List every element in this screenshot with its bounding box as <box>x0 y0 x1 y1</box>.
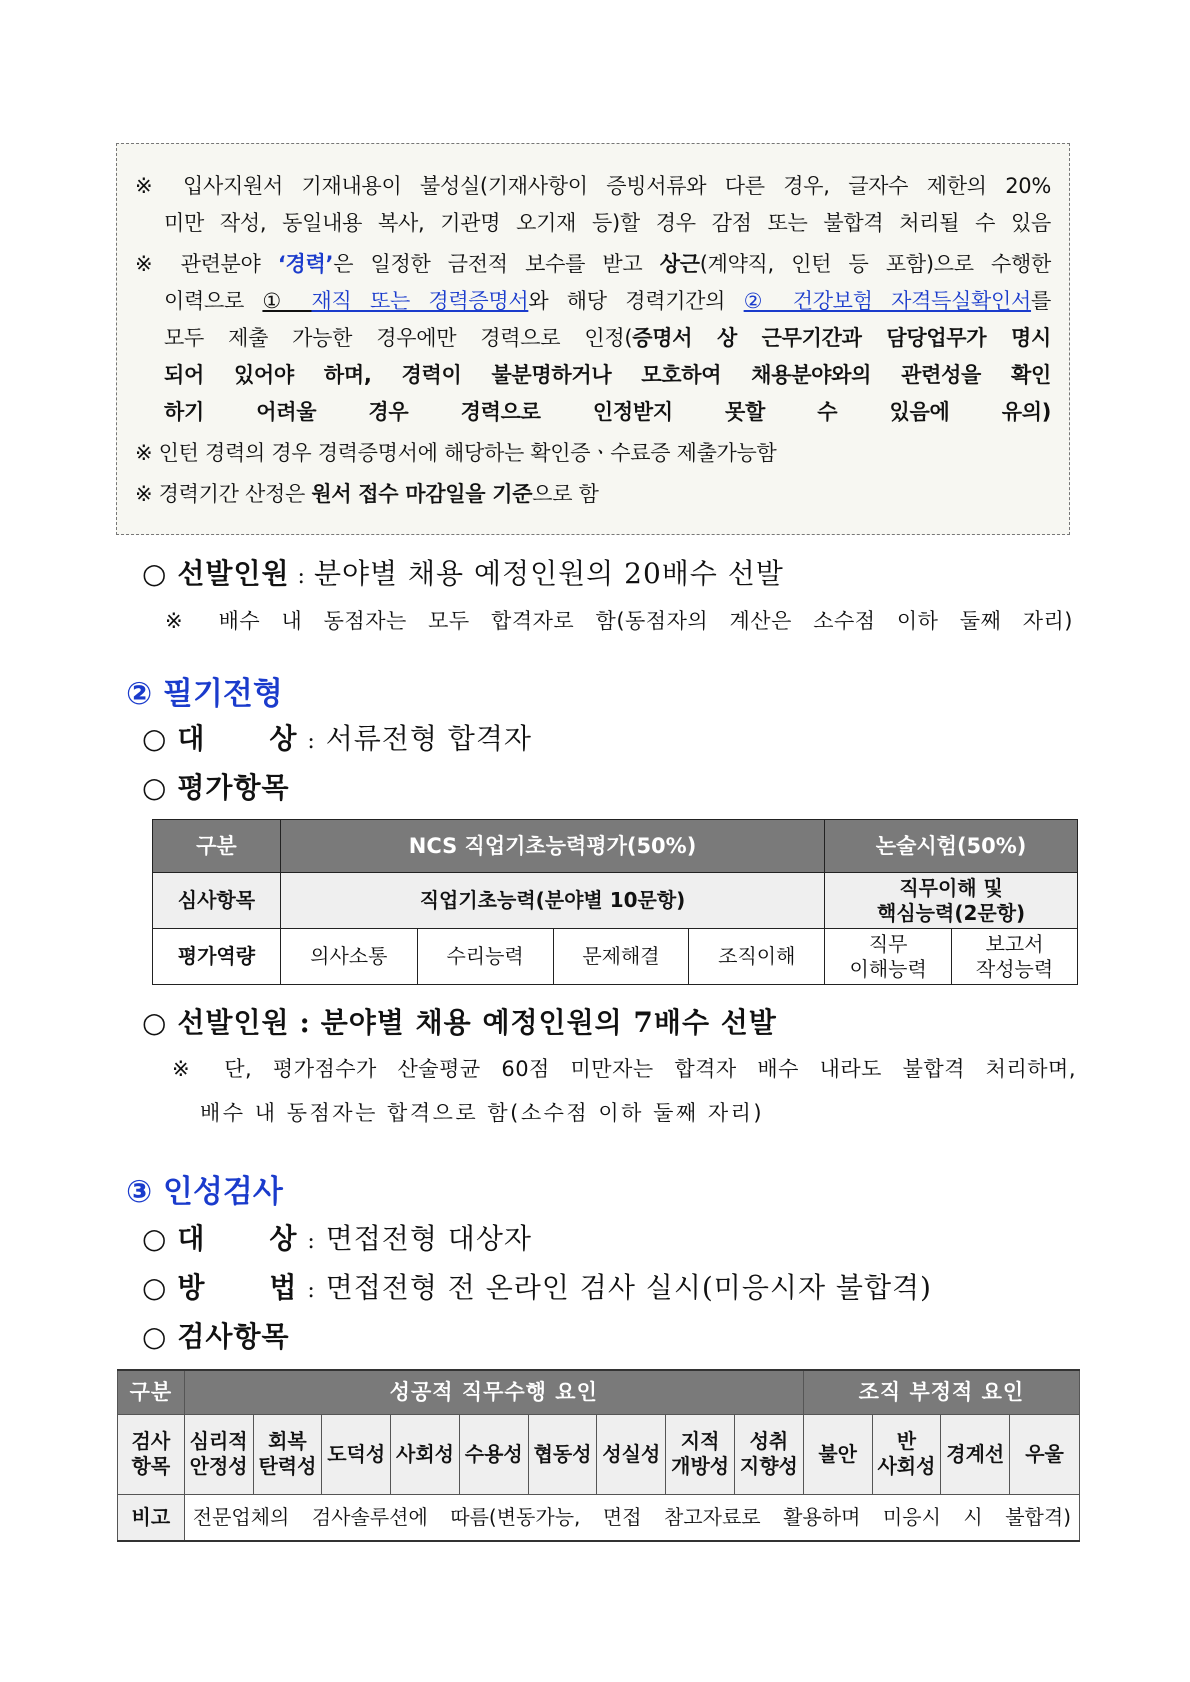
notice-line-5: 모두 제출 가능한 경우에만 경력으로 인정(증명서 상 근무기간과 담당업무가 명시 <box>164 326 1052 350</box>
t2-item-sincerity: 성실성 <box>597 1414 666 1494</box>
t1-cell-problem-solving: 문제해결 <box>553 929 689 985</box>
t2-item-cooperation: 협동성 <box>528 1414 597 1494</box>
t1-row3-label: 평가역량 <box>153 929 281 985</box>
written-note-2: 배수 내 동점자는 합격으로 함(소수점 이하 둘째 자리) <box>200 1101 765 1125</box>
t1-cell-org-understanding: 조직이해 <box>689 929 825 985</box>
t1-header-essay: 논술시험(50%) <box>825 820 1078 873</box>
personality-method-line: ○ 방 법 : 면접전형 전 온라인 검사 실시(미응시자 불합격) <box>142 1271 932 1304</box>
notice-line-4: 이력으로 ① 재직 또는 경력증명서와 해당 경력기간의 ② 건강보험 자격득실확인서를 <box>164 289 1052 313</box>
doc-selection-note: ※ 배수 내 동점자는 모두 합격자로 함(동점자의 계산은 소수점 이하 둘째 자리) <box>165 609 1073 633</box>
personality-target-line: ○ 대 상 : 면접전형 대상자 <box>142 1222 532 1255</box>
written-heading: ② 필기전형 <box>126 676 283 712</box>
t2-item-borderline: 경계선 <box>941 1414 1010 1494</box>
written-eval-table <box>152 819 1078 985</box>
t2-item-antisocial: 반 사회성 <box>872 1414 941 1494</box>
notice-line-9: ※ 경력기간 산정은 원서 접수 마감일을 기준으로 함 <box>135 482 599 506</box>
t1-cell-job-understanding: 직무 이해능력 <box>825 929 952 985</box>
written-target-line: ○ 대 상 : 서류전형 합격자 <box>142 722 532 755</box>
written-eval-line: ○ 평가항목 <box>142 771 290 804</box>
t2-item-psych-stability: 심리적 안정성 <box>184 1414 253 1494</box>
notice-box <box>116 143 1070 535</box>
t2-item-anxiety: 불안 <box>803 1414 872 1494</box>
t2-header-success: 성공적 직무수행 요인 <box>184 1370 803 1414</box>
notice-line-2: 미만 작성, 동일내용 복사, 기관명 오기재 등)할 경우 감점 또는 불합격 처리될 수 있음 <box>164 211 1051 235</box>
t2-item-morality: 도덕성 <box>322 1414 391 1494</box>
notice-line-7: 하기 어려울 경우 경력으로 인정받지 못할 수 있음에 유의) <box>164 400 1052 424</box>
notice-line-1: ※ 입사지원서 기재내용이 불성실(기재사항이 증빙서류와 다른 경우, 글자수 제한의 20% <box>135 174 1051 198</box>
t1-row2-essay: 직무이해 및 핵심능력(2문항) <box>825 873 1078 929</box>
personality-items-table <box>117 1369 1080 1542</box>
personality-items-line: ○ 검사항목 <box>142 1320 290 1353</box>
t2-header-col: 구분 <box>118 1370 185 1414</box>
t2-item-resilience: 회복 탄력성 <box>253 1414 322 1494</box>
written-selection-line: ○ 선발인원 : 분야별 채용 예정인원의 7배수 선발 <box>142 1006 777 1039</box>
t2-remark-text: 전문업체의 검사솔루션에 따름(변동가능, 면접 참고자료로 활용하며 미응시 시 불합격) <box>184 1494 1079 1541</box>
t1-row2-label: 심사항목 <box>153 873 281 929</box>
t2-header-negative: 조직 부정적 요인 <box>803 1370 1079 1414</box>
t1-header-ncs: NCS 직업기초능력평가(50%) <box>280 820 824 873</box>
t1-header-col: 구분 <box>153 820 281 873</box>
personality-heading: ③ 인성검사 <box>126 1174 283 1210</box>
written-note-1: ※ 단, 평가점수가 산술평균 60점 미만자는 합격자 배수 내라도 불합격 처리하며, <box>172 1057 1076 1081</box>
notice-line-6: 되어 있어야 하며, 경력이 불분명하거나 모호하여 채용분야와의 관련성을 확인 <box>164 363 1051 387</box>
t1-row2-ncs: 직업기초능력(분야별 10문항) <box>280 873 824 929</box>
t2-item-intellectual-openness: 지적 개방성 <box>666 1414 735 1494</box>
notice-line-8: ※ 인턴 경력의 경우 경력증명서에 해당하는 확인증ㆍ수료증 제출가능함 <box>135 441 777 465</box>
t1-cell-report-writing: 보고서 작성능력 <box>952 929 1078 985</box>
doc-selection-line: ○ 선발인원 : 분야별 채용 예정인원의 20배수 선발 <box>142 557 784 590</box>
t2-item-achievement-orientation: 성취 지향성 <box>735 1414 804 1494</box>
t2-row2-label: 검사 항목 <box>118 1414 185 1494</box>
t2-item-acceptance: 수용성 <box>459 1414 528 1494</box>
t2-item-depression: 우울 <box>1010 1414 1080 1494</box>
t1-cell-math: 수리능력 <box>417 929 553 985</box>
t2-row3-label: 비고 <box>118 1494 185 1541</box>
notice-line-3: ※ 관련분야 ‘경력’은 일정한 금전적 보수를 받고 상근(계약직, 인턴 등 포함)으로 수행한 <box>135 252 1051 276</box>
t1-cell-communication: 의사소통 <box>280 929 417 985</box>
t2-item-sociability: 사회성 <box>391 1414 460 1494</box>
